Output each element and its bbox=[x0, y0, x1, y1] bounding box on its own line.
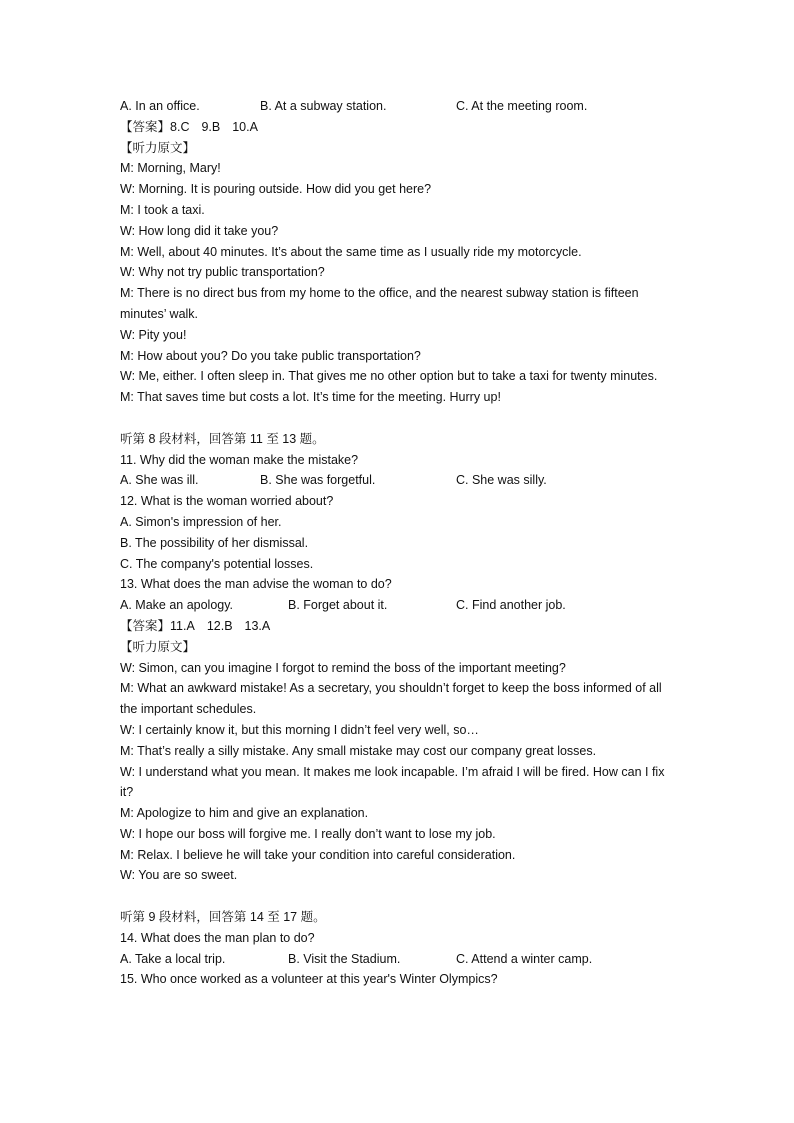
answer-12: 12.B bbox=[206, 618, 233, 633]
transcript-line: M: I took a taxi. bbox=[120, 202, 205, 217]
option-c: C. Attend a winter camp. bbox=[456, 951, 593, 966]
document-body bbox=[120, 96, 680, 990]
transcript-line: M: Apologize to him and give an explanation. bbox=[120, 806, 369, 821]
transcript-line: M: Well, about 40 minutes. It’s about the same time as I usually ride my motorcycle. bbox=[120, 244, 582, 259]
option-a: A. In an office. bbox=[120, 99, 200, 113]
q14-options bbox=[120, 949, 680, 970]
answer-8: 8.C bbox=[170, 119, 190, 134]
q13-options bbox=[120, 595, 680, 616]
transcript-line: W: Morning. It is pouring outside. How did you get here? bbox=[120, 182, 432, 197]
transcript-line: M: Relax. I believe he will take your condition into careful consideration. bbox=[120, 847, 516, 862]
transcript-line: W: I understand what you mean. It makes me look incapable. I’m afraid I will be fired. How can I fix it? bbox=[120, 764, 665, 800]
transcript-line: M: How about you? Do you take public transportation? bbox=[120, 348, 421, 363]
transcript-line: M: There is no direct bus from my home to the office, and the nearest subway station is fifteen minutes’ walk. bbox=[120, 286, 639, 321]
question-13: 13. What does the man advise the woman to do? bbox=[120, 577, 392, 592]
answer-11: 11.A bbox=[170, 618, 195, 633]
answer-line bbox=[120, 117, 680, 138]
transcript-line: W: Pity you! bbox=[120, 327, 187, 342]
transcript-line: M: Morning, Mary! bbox=[120, 161, 221, 176]
transcript-line: W: I hope our boss will forgive me. I really don’t want to lose my job. bbox=[120, 826, 496, 841]
answer-13: 13.A bbox=[244, 618, 271, 633]
spacer bbox=[120, 408, 680, 429]
question-15: 15. Who once worked as a volunteer at this year's Winter Olympics? bbox=[120, 972, 498, 987]
option-b: B. She was forgetful. bbox=[260, 473, 376, 488]
option-a: A. Take a local trip. bbox=[120, 951, 226, 966]
transcript-line: W: Simon, can you imagine I forgot to remind the boss of the important meeting? bbox=[120, 660, 566, 675]
transcript-label: 【听力原文】 bbox=[120, 140, 196, 155]
answer-label: 【答案】 bbox=[120, 618, 171, 633]
section-heading: 听第 9 段材料，回答第 14 至 17 题。 bbox=[120, 910, 326, 925]
option-c: C. The company's potential losses. bbox=[120, 556, 314, 571]
option-c: C. At the meeting room. bbox=[456, 99, 588, 113]
transcript-line: W: Me, either. I often sleep in. That gives me no other option but to take a taxi for twenty minutes. bbox=[120, 369, 658, 384]
spacer bbox=[120, 886, 680, 907]
option-a: A. Make an apology. bbox=[120, 598, 234, 613]
option-c: C. She was silly. bbox=[456, 473, 547, 488]
option-a: A. She was ill. bbox=[120, 473, 199, 488]
answer-10: 10.A bbox=[232, 119, 258, 134]
transcript-line: M: That’s really a silly mistake. Any small mistake may cost our company great losses. bbox=[120, 743, 597, 758]
option-b: B. Visit the Stadium. bbox=[288, 951, 401, 966]
answer-label: 【答案】 bbox=[120, 119, 171, 134]
question-12: 12. What is the woman worried about? bbox=[120, 494, 334, 509]
answer-line bbox=[120, 616, 680, 637]
q11-options bbox=[120, 470, 680, 491]
q10-options bbox=[120, 96, 680, 117]
question-11: 11. Why did the woman make the mistake? bbox=[120, 452, 359, 467]
transcript-label: 【听力原文】 bbox=[120, 639, 196, 654]
option-b: B. The possibility of her dismissal. bbox=[120, 535, 309, 550]
question-14: 14. What does the man plan to do? bbox=[120, 930, 315, 945]
transcript-line: W: I certainly know it, but this morning I didn’t feel very well, so… bbox=[120, 722, 479, 737]
option-c: C. Find another job. bbox=[456, 598, 566, 613]
option-b: B. Forget about it. bbox=[288, 598, 388, 613]
option-b: B. At a subway station. bbox=[260, 99, 387, 113]
transcript-line: W: How long did it take you? bbox=[120, 223, 279, 238]
transcript-line: M: What an awkward mistake! As a secretary, you shouldn’t forget to keep the boss informed of all the important schedules. bbox=[120, 681, 662, 717]
option-a: A. Simon's impression of her. bbox=[120, 514, 282, 529]
section-heading: 听第 8 段材料，回答第 11 至 13 题。 bbox=[120, 431, 325, 446]
transcript-line: W: You are so sweet. bbox=[120, 868, 238, 883]
transcript-line: W: Why not try public transportation? bbox=[120, 265, 325, 280]
answer-9: 9.B bbox=[201, 119, 221, 134]
transcript-line: M: That saves time but costs a lot. It’s time for the meeting. Hurry up! bbox=[120, 390, 501, 405]
